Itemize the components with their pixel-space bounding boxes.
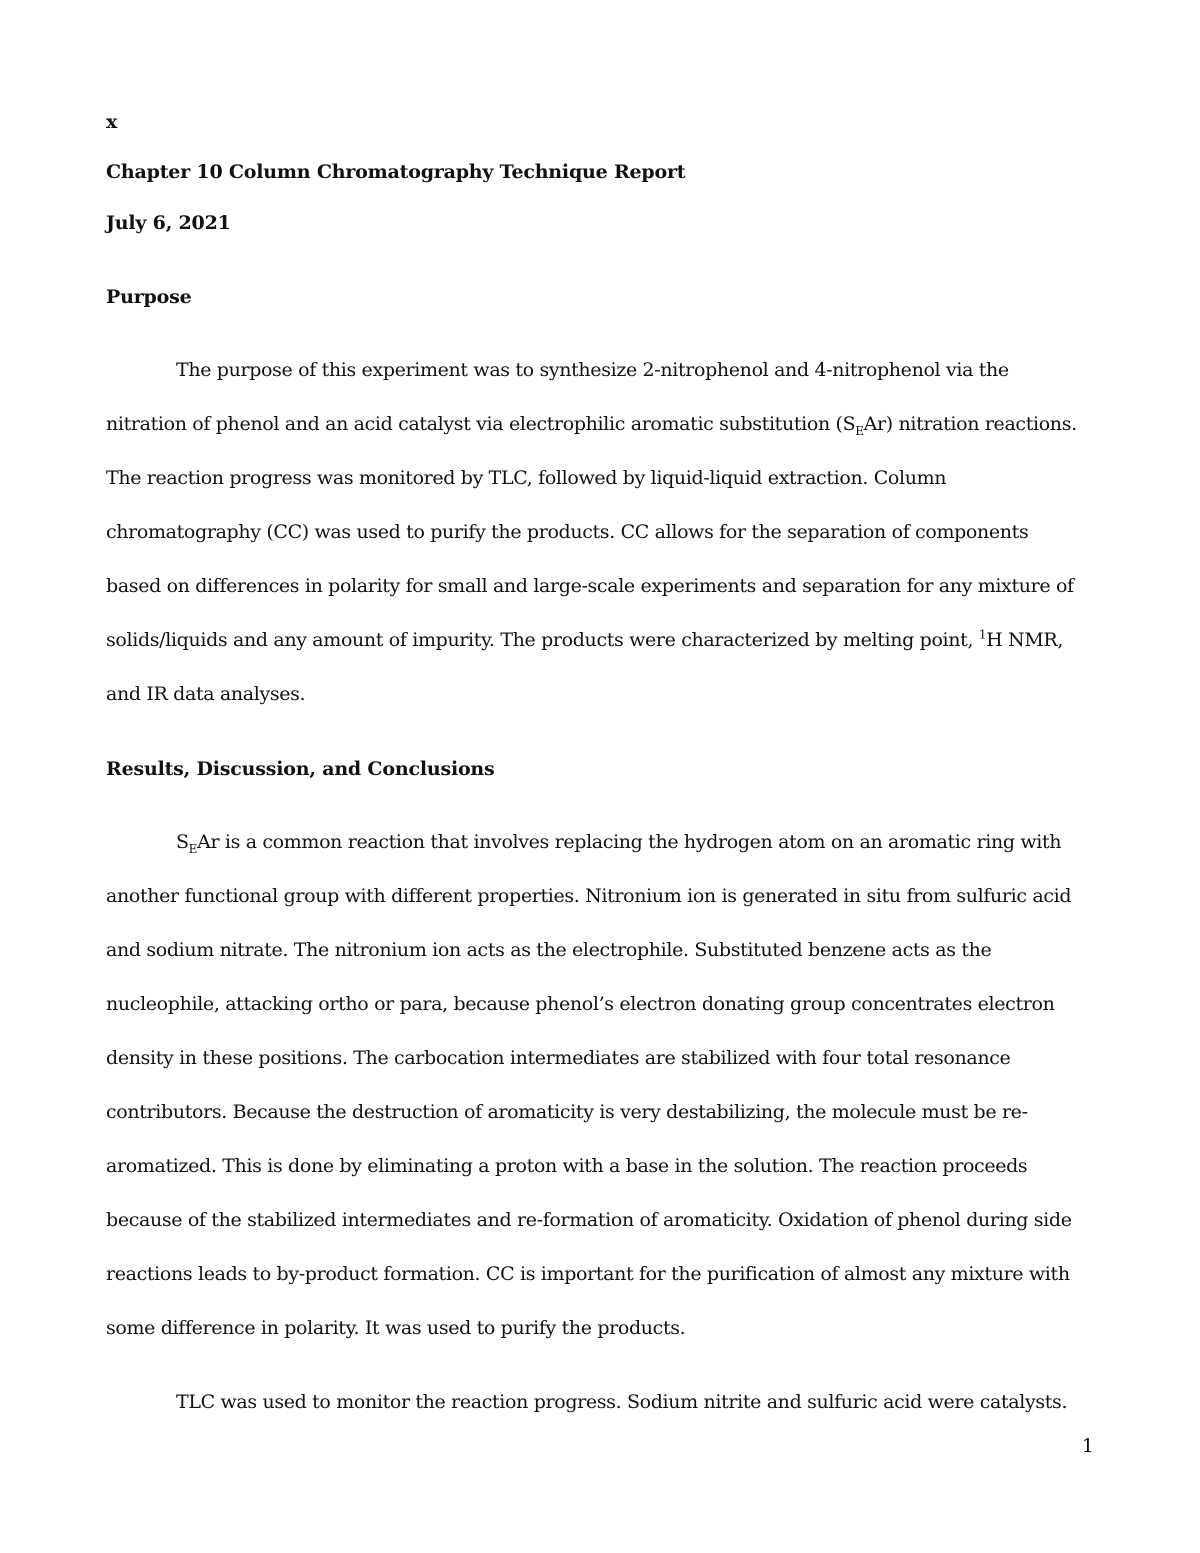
results-line-9: reactions leads to by-product formation. CC is important for the purification of almost any mixture with bbox=[106, 1263, 1070, 1285]
results-line-3: and sodium nitrate. The nitronium ion acts as the electrophile. Substituted benzene acts as the bbox=[106, 939, 992, 961]
purpose-line-2-tail: Ar) nitration reactions. bbox=[863, 413, 1077, 435]
results-paragraph-2: TLC was used to monitor the reaction progress. Sodium nitrite and sulfuric acid were catalysts. bbox=[176, 1391, 1068, 1413]
purpose-line-5: based on differences in polarity for small and large-scale experiments and separation for any mixture of bbox=[106, 575, 1074, 597]
author-name: x bbox=[106, 111, 118, 133]
purpose-line-2-text: nitration of phenol and an acid catalyst via electrophilic aromatic substitution (S bbox=[106, 413, 856, 435]
subscript-e: E bbox=[855, 423, 864, 438]
results-line-10: some difference in polarity. It was used to purify the products. bbox=[106, 1317, 686, 1339]
results-heading: Results, Discussion, and Conclusions bbox=[106, 758, 495, 780]
results-line-1 bbox=[176, 829, 1061, 855]
purpose-line-1: The purpose of this experiment was to synthesize 2-nitrophenol and 4-nitrophenol via the bbox=[176, 359, 1009, 381]
purpose-line-6-tail: H NMR, bbox=[986, 629, 1064, 651]
results-line-8: because of the stabilized intermediates and re-formation of aromaticity. Oxidation of phenol during side bbox=[106, 1209, 1072, 1231]
purpose-line-3: The reaction progress was monitored by TLC, followed by liquid-liquid extraction. Column bbox=[106, 467, 947, 489]
superscript-1: 1 bbox=[978, 627, 987, 642]
purpose-line-2 bbox=[106, 411, 1077, 437]
results-line-4: nucleophile, attacking ortho or para, because phenol’s electron donating group concentrates electron bbox=[106, 993, 1055, 1015]
purpose-line-6 bbox=[106, 627, 1063, 653]
purpose-line-4: chromatography (CC) was used to purify the products. CC allows for the separation of components bbox=[106, 521, 1029, 543]
results-line-5: density in these positions. The carbocation intermediates are stabilized with four total resonance bbox=[106, 1047, 1011, 1069]
report-title: Chapter 10 Column Chromatography Technique Report bbox=[106, 161, 686, 183]
purpose-heading: Purpose bbox=[106, 286, 192, 308]
results-line-2: another functional group with different properties. Nitronium ion is generated in situ from sulfuric acid bbox=[106, 885, 1072, 907]
purpose-line-6-text: solids/liquids and any amount of impurity. The products were characterized by melting point, bbox=[106, 629, 979, 651]
report-date: July 6, 2021 bbox=[106, 212, 231, 234]
page-number: 1 bbox=[1081, 1435, 1094, 1457]
purpose-line-7: and IR data analyses. bbox=[106, 683, 306, 705]
results-line-6: contributors. Because the destruction of aromaticity is very destabilizing, the molecule must be re- bbox=[106, 1101, 1028, 1123]
results-line-1-text: Ar is a common reaction that involves replacing the hydrogen atom on an aromatic ring with bbox=[197, 831, 1062, 853]
subscript-e: E bbox=[188, 841, 198, 856]
results-prefix: S bbox=[176, 831, 189, 853]
results-line-7: aromatized. This is done by eliminating a proton with a base in the solution. The reaction proceeds bbox=[106, 1155, 1028, 1177]
